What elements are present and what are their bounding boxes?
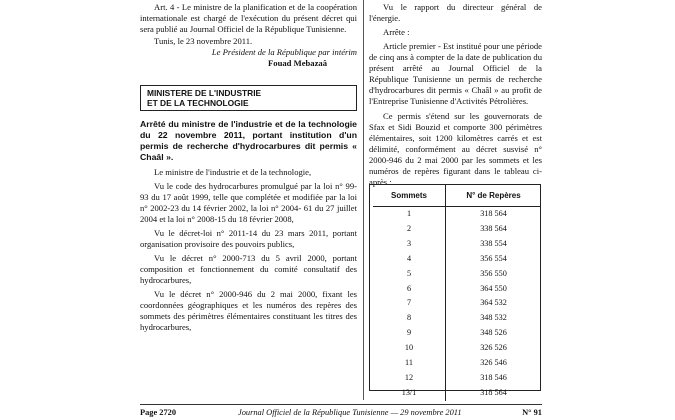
sommet-cell: 8: [373, 311, 446, 326]
right-column: [369, 0, 542, 188]
repere-cell: 338 564: [480, 223, 507, 233]
table-row: [373, 371, 541, 386]
table-row: [373, 237, 541, 252]
table-row: [373, 222, 541, 237]
article-1-text: Article premier - Est institué pour une période de cinq ans à compter de la date de publication du présent arrêté au Journal Officiel de la République Tunisienne un permis de recherche d'hydrocarbures dit permis « Chaâl » au profit de l'Entreprise Tunisienne d'Activités Pétrolières.: [369, 41, 542, 106]
footer-journal-title: Journal Officiel de la République Tunisienne — 29 novembre 2011: [238, 408, 462, 417]
table-row: [373, 252, 541, 267]
decree-visa-3: Vu le décret n° 2000-713 du 5 avril 2000, portant composition et fonctionnement du comité consultatif des hydrocarbures,: [140, 253, 357, 285]
repere-cell: 364 550: [480, 283, 507, 293]
footer-page-number: Page 2720: [140, 408, 177, 417]
repere-cell: 318 564: [480, 387, 507, 397]
table-row: [373, 207, 541, 222]
repere-cell: 364 532: [480, 298, 507, 308]
repere-cell: 348 526: [480, 328, 507, 338]
repere-cell: 338 554: [480, 238, 507, 248]
repere-cell: 326 526: [480, 343, 507, 353]
signing-date: Tunis, le 23 novembre 2011.: [154, 36, 253, 46]
footer-issue-number: N° 91: [522, 408, 542, 417]
signatory-name: Fouad Mebazaâ: [268, 58, 327, 68]
column-divider: [363, 0, 364, 400]
table-row: [373, 311, 541, 326]
table-row: [373, 326, 541, 341]
sommet-cell: 11: [373, 356, 446, 371]
sommet-cell: 2: [373, 222, 446, 237]
article-4-text: Art. 4 - Le ministre de la planification et de la coopération internationale est chargé de l'exécution du présent décret qui sera publié au Journal Officiel de la République Tunisienne.: [140, 2, 357, 34]
sommet-cell: 5: [373, 267, 446, 282]
sommet-cell: 7: [373, 296, 446, 311]
decree-preamble: Le ministre de l'industrie et de la technologie,: [154, 167, 312, 177]
sommet-cell: 4: [373, 252, 446, 267]
table-row: [373, 341, 541, 356]
arrete-heading: Arrête :: [383, 27, 410, 37]
decree-visa-1: Vu le code des hydrocarbures promulgué par la loi n° 99-93 du 17 août 1999, telle que complétée et modifiée par la loi n° 2002-23 du 14 février 2002, la loi n° 2004- 61 du 27 juillet 2004 et la loi n° 2008-15 du 18 février 2008,: [140, 181, 357, 224]
repere-cell: 348 532: [480, 313, 507, 323]
sommet-cell: 1: [373, 207, 446, 222]
permit-extent-text: Ce permis s'étend sur les gouvernorats de Sfax et Sidi Bouzid et comporte 300 périmètres élémentaires, soit 1200 kilomètres carrés et est délimité, conformément au décret susvisé n° 2000-946 du 2 mai 2000 par les sommets et les numéros de repères figurant dans le tableau ci-après :: [369, 111, 542, 187]
repere-cell: 326 546: [480, 358, 507, 368]
page-footer: [140, 404, 542, 417]
header-sommets: Sommets: [373, 185, 446, 207]
decree-visa-2: Vu le décret-loi n° 2011-14 du 23 mars 2011, portant organisation provisoire des pouvoirs publics,: [140, 228, 357, 249]
repere-cell: 356 554: [480, 253, 507, 263]
sommet-cell: 12: [373, 371, 446, 386]
table-row: [373, 282, 541, 297]
visa-rapport: Vu le rapport du directeur général de l'énergie.: [369, 2, 542, 23]
header-reperes: N° de Repères: [446, 185, 542, 207]
table-row: [373, 356, 541, 371]
table-header-row: [373, 185, 541, 207]
repere-cell: 318 564: [480, 209, 507, 218]
ministry-header-box: [140, 85, 357, 111]
table-body: [373, 207, 541, 401]
table-row: [373, 267, 541, 282]
sommet-cell: 10: [373, 341, 446, 356]
decree-title: Arrêté du ministre de l'industrie et de la technologie du 22 novembre 2011, portant institution d'un permis de recherche d'hydrocarbures dit permis « Chaâl ».: [140, 119, 357, 162]
reperes-table: [373, 185, 541, 401]
sommet-cell: 13/1: [373, 386, 446, 401]
sommet-cell: 9: [373, 326, 446, 341]
decree-visa-4: Vu le décret n° 2000-946 du 2 mai 2000, fixant les coordonnées géographiques et les numéros des repères des sommets des périmètres élémentaires constituant les titres des hydrocarbures,: [140, 289, 357, 332]
sommet-cell: 6: [373, 282, 446, 297]
reperes-table-box: [369, 184, 541, 397]
table-row: [373, 296, 541, 311]
sommet-cell: 3: [373, 237, 446, 252]
repere-cell: 318 546: [480, 372, 507, 382]
left-column: [140, 0, 357, 333]
ministry-header-line-1: MINISTERE DE L'INDUSTRIE: [147, 88, 262, 98]
table-row: [373, 386, 541, 401]
president-line: Le Président de la République par intérim: [211, 47, 357, 57]
ministry-header-line-2: ET DE LA TECHNOLOGIE: [147, 98, 249, 108]
repere-cell: 356 550: [480, 268, 507, 278]
